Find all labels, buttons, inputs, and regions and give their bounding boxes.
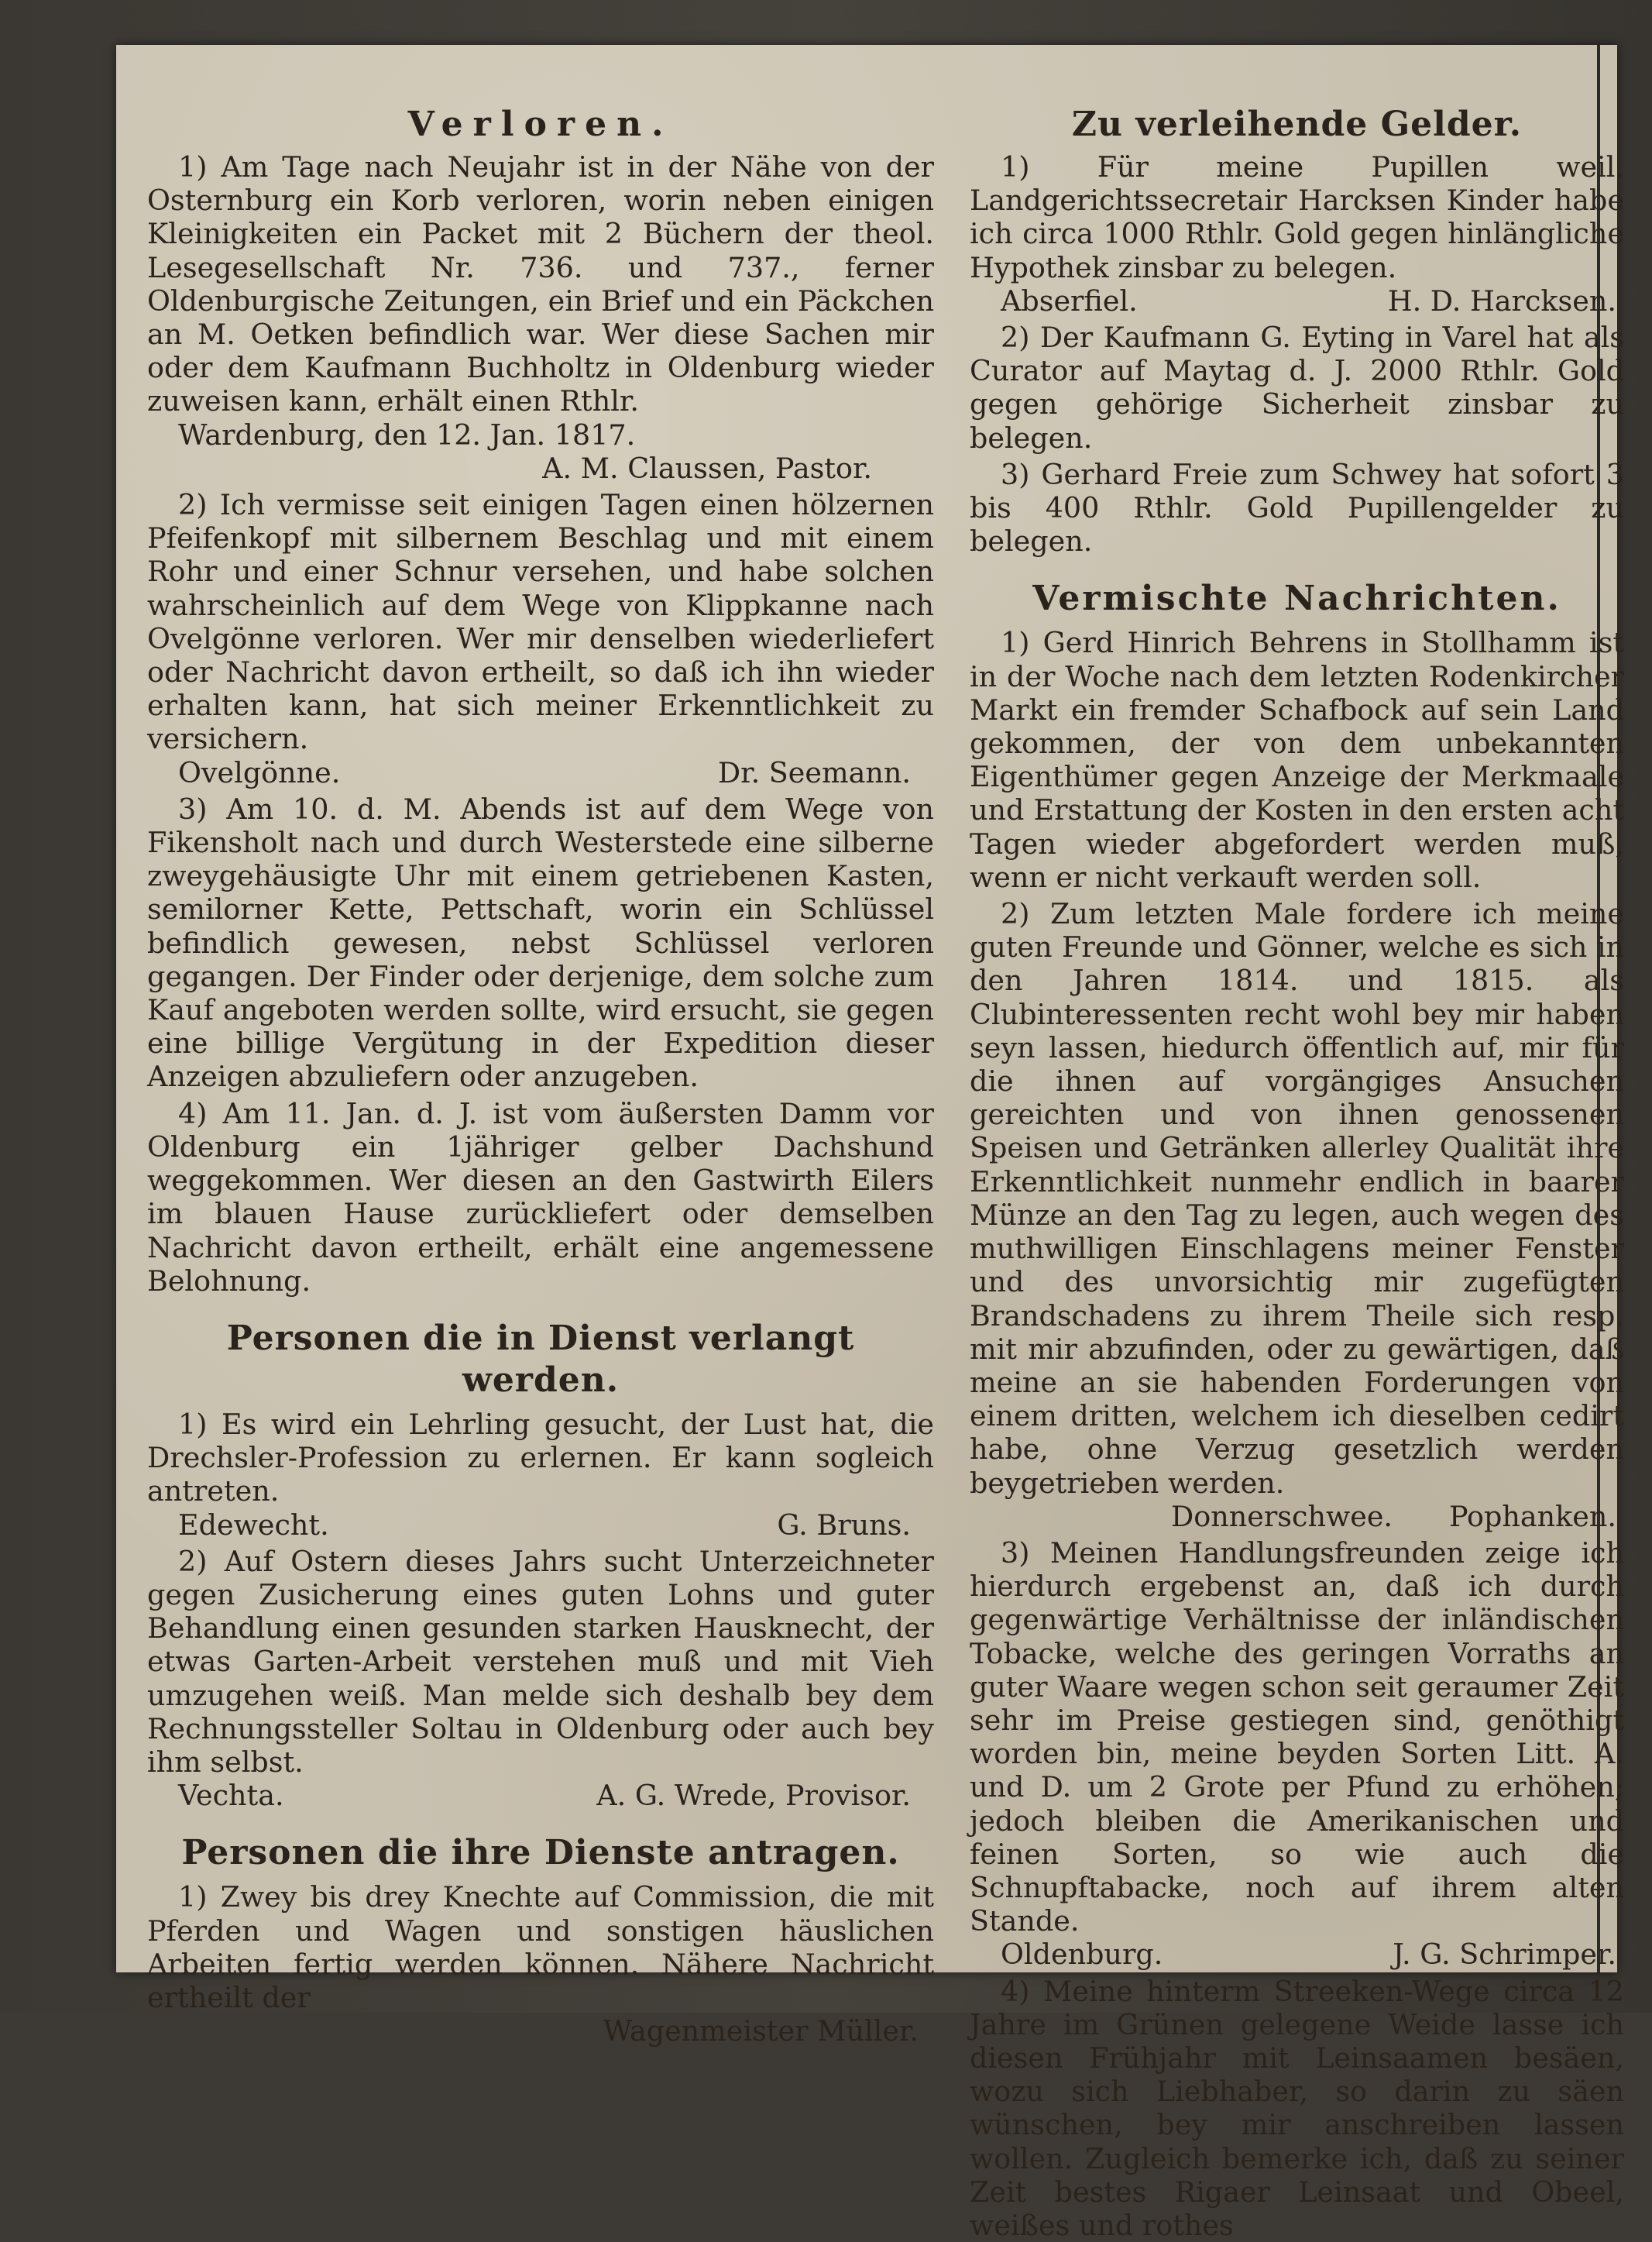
notice-misc-3-signature-line xyxy=(970,1938,1624,1971)
right-column xyxy=(970,54,1624,2242)
section-heading-money: Zu verleihende Gelder. xyxy=(1071,105,1523,144)
notice-lost-2-place: Ovelgönne. xyxy=(178,755,341,789)
notice-lost-1-dateline: Wardenburg, den 12. Jan. 1817. xyxy=(178,418,636,452)
notice-wanted-1: 1) Es wird ein Lehrling gesucht, der Lust hat, die Drechsler-Profession zu erlernen. Er kann sogleich antreten. xyxy=(147,1407,934,1508)
notice-money-3: 3) Gerhard Freie zum Schwey hat sofort 3 bis 400 Rthlr. Gold Pupillengelder zu belegen. xyxy=(970,457,1624,559)
notice-misc-4: 4) Meine hinterm Streeken-Wege circa 12 Jahre im Grünen gelegene Weide lasse ich diesen Frühjahr mit Leinsaamen besäen, wozu sich Liebhaber, so darin zu säen wünschen, bey mir anschreiben lassen wollen. Zugleich bemerke ich, daß zu seiner Zeit bestes Rigaer Leinsaat und Obeel, weißes und rothes xyxy=(970,1974,1624,2242)
notice-lost-2: 2) Ich vermisse seit einigen Tagen einen hölzernen Pfeifenkopf mit silbernem Beschlag und mit einem Rohr und einer Schnur versehen, und habe solchen wahrscheinlich auf dem Wege von Klippkanne nach Ovelgönne verloren. Wer mir denselben wiederliefert oder Nachricht davon ertheilt, so daß ich ihn wieder erhalten kann, hat sich meiner Erkenntlichkeit zu versichern. xyxy=(147,488,934,756)
section-heading-offers: Personen die ihre Dienste antragen. xyxy=(181,1833,900,1873)
notice-lost-1: 1) Am Tage nach Neujahr ist in der Nähe von der Osternburg ein Korb verloren, worin neben einigen Kleinigkeiten ein Packet mit 2 Büchern der theol. Lesegesellschaft Nr. 736. und 737., ferner Oldenburgische Zeitungen, ein Brief und ein Päckchen an M. Oetken befindlich war. Wer diese Sachen mir oder dem Kaufmann Buchholtz in Oldenburg wieder zuweisen kann, erhält einen Rthlr. xyxy=(147,150,934,418)
notice-misc-3-signature: J. G. Schrimper. xyxy=(1393,1938,1616,1972)
notice-misc-2-signature: Pophanken. xyxy=(1448,1499,1616,1533)
notice-lost-2-signature-line xyxy=(147,756,934,789)
notice-wanted-2: 2) Auf Ostern dieses Jahrs sucht Unterzeichneter gegen Zusicherung eines guten Lohns und guter Behandlung einen gesunden starken Hausknecht, der etwas Garten-Arbeit verstehen muß und mit Vieh umzugehen weiß. Man melde sich deshalb bey dem Rechnungssteller Soltau in Oldenburg oder auch bey ihm selbst. xyxy=(147,1544,934,1779)
notice-wanted-2-signature: A. G. Wrede, Provisor. xyxy=(596,1779,911,1813)
notice-wanted-1-place: Edewecht. xyxy=(178,1508,329,1542)
notice-wanted-1-signature-line xyxy=(147,1508,934,1542)
notice-misc-2: 2) Zum letzten Male fordere ich meine guten Freunde und Gönner, welche es sich in den Jahren 1814. und 1815. als Clubinteressenten recht wohl bey mir haben seyn lassen, hiedurch öffentlich auf, mir für die ihnen auf vorgängiges Ansuchen gereichten und von ihnen genossenen Speisen und Getränken allerley Qualität ihre Erkenntlichkeit nunmehr endlich in baarer Münze an den Tag zu legen, auch wegen des muthwilligen Einschlagens meiner Fenster und des unvorsichtig mir zugefügten Brandschadens zu ihrem Theile sich resp. mit mir abzufinden, oder zu gewärtigen, daß meine an sie habenden Forderungen von einem dritten, welchem ich dieselben cedirt habe, ohne Verzug gesetzlich werden beygetrieben werden. xyxy=(970,897,1624,1500)
notice-money-1-signature: H. D. Harcksen. xyxy=(1387,284,1616,318)
section-heading-wanted: Personen die in Dienst verlangt werden. xyxy=(226,1318,855,1400)
notice-offer-1-signature: Wagenmeister Müller. xyxy=(603,2014,919,2048)
notice-money-1-place: Abserfiel. xyxy=(1001,284,1138,318)
notice-misc-2-signature-line xyxy=(970,1500,1624,1533)
notice-misc-1: 1) Gerd Hinrich Behrens in Stollhamm ist in der Woche nach dem letzten Rodenkircher Markt ein fremder Schafbock auf sein Land gekommen, der von dem unbekannten Eigenthümer gegen Anzeige der Merkmaale und Erstattung der Kosten in den ersten acht Tagen wieder abgefordert werden muß, wenn er nicht verkauft werden soll. xyxy=(970,626,1624,894)
notice-lost-4: 4) Am 11. Jan. d. J. ist vom äußersten Damm vor Oldenburg ein 1jähriger gelber Dachshund weggekommen. Wer diesen an den Gastwirth Eilers im blauen Hause zurückliefert oder demselben Nachricht davon ertheilt, erhält eine angemessene Belohnung. xyxy=(147,1096,934,1298)
notice-lost-3: 3) Am 10. d. M. Abends ist auf dem Wege von Fikensholt nach und durch Westerstede eine silberne zweygehäusigte Uhr mit einem getriebenen Kasten, semilorner Kette, Pettschaft, worin ein Schlüssel befindlich gewesen, nebst Schlüssel verloren gegangen. Der Finder oder derjenige, dem solche zum Kauf angeboten werden sollte, wird ersucht, sie gegen eine billige Vergütung in der Expedition dieser Anzeigen abzuliefern oder anzugeben. xyxy=(147,792,934,1094)
notice-wanted-2-place: Vechta. xyxy=(178,1779,284,1813)
notice-misc-3-place: Oldenburg. xyxy=(1001,1938,1163,1972)
notice-money-1-signature-line xyxy=(970,284,1624,318)
notice-misc-2-place: Donnerschwee. xyxy=(1171,1499,1393,1533)
left-column xyxy=(147,54,934,2048)
notice-wanted-1-signature: G. Bruns. xyxy=(777,1508,911,1542)
notice-wanted-2-signature-line xyxy=(147,1779,934,1812)
section-heading-misc: Vermischte Nachrichten. xyxy=(1032,579,1561,619)
notice-lost-1-signature: A. M. Claussen, Pastor. xyxy=(542,451,872,485)
section-heading-lost: Verloren. xyxy=(407,105,674,144)
notice-money-2: 2) Der Kaufmann G. Eyting in Varel hat als Curator auf Maytag d. J. 2000 Rthlr. Gold gegen gehörige Sicherheit zinsbar zu belegen. xyxy=(970,321,1624,455)
notice-money-1: 1) Für meine Pupillen weil. Landgerichtssecretair Harcksen Kinder habe ich circa 1000 Rthlr. Gold gegen hinlängliche Hypothek zinsbar zu belegen. xyxy=(970,150,1624,284)
notice-offer-1: 1) Zwey bis drey Knechte auf Commission, die mit Pferden und Wagen und sonstigen häuslichen Arbeiten fertig werden können. Nähere Nachricht ertheilt der xyxy=(147,1880,934,2014)
notice-misc-3: 3) Meinen Handlungsfreunden zeige ich hierdurch ergebenst an, daß ich durch gegenwärtige Verhältnisse der inländischen Tobacke, welche des geringen Vorraths an guter Waare wegen schon seit geraumer Zeit sehr im Preise gestiegen sind, genöthigt worden bin, meine beyden Sorten Litt. A. und D. um 2 Grote per Pfund zu erhöhen; jedoch bleiben die Amerikanischen und feinen Sorten, so wie auch die Schnupftabacke, noch auf ihrem alten Stande. xyxy=(970,1535,1624,1938)
notice-lost-2-signature: Dr. Seemann. xyxy=(717,755,911,789)
